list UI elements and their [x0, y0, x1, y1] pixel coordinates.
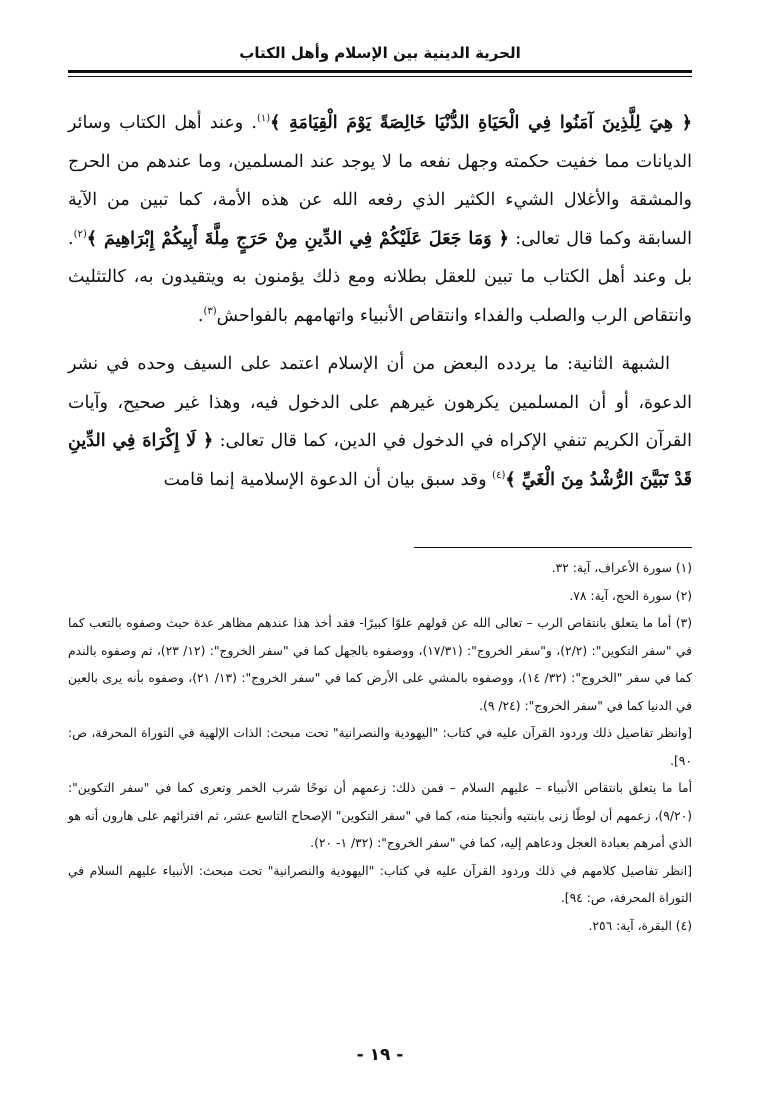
footnote-3: (٣) أما ما يتعلق بانتقاص الرب – تعالى الله عن قولهم علوًا كبيرًا- فقد أخذ هذا عندهم مظاهر عدة حيث وصفوه بالتعب كما في "سفر التكوين": (٢/٢)، و"سفر الخروج": (١٧/٣١)، ووصفوه بالجهل كما في "سفر الخروج": (١٢/ ٢٣)، ثم وصفوه بالندم كما في سفر "الخروج": (٣٢/ ١٤)، ووصفوه بالمشي على الأرض كما في "سفر الخروج": (١٣/ ٢١)، وصفوه بأنه يرى بالعين في الدنيا كما في "سفر الخروج": (٢٤/ ٩).	[68, 616, 692, 713]
footnote-3-reference: [وانظر تفاصيل ذلك وردود القرآن عليه في كتاب: "اليهودية والنصرانية" تحت مبحث: الذات الإلهية في التوراة المحرفة، ص: ٩٠].	[68, 726, 692, 768]
footnotes	[68, 555, 692, 940]
paragraph-text: . بل وعند أهل الكتاب ما تبين للعقل بطلانه ومع ذلك يؤمنون به ويتقيدون به، كالتثليث وانتقاص الرب والصلب والفداء وانتقاص الأنبياء واتهامهم بالفواحش	[68, 228, 692, 326]
paragraph-text: وقد سبق بيان أن الدعوة الإسلامية إنما قامت	[163, 469, 487, 490]
footnote-3-continued: أما ما يتعلق بانتقاص الأنبياء – عليهم السلام – فمن ذلك: زعمهم أن نوحًا شرب الخمر وتعرى كما في "سفر التكوين": (٩/٢٠)، زعمهم أن لوطًا زنى بابنتيه وأنجبتا منه، كما في "سفر التكوين" الإصحاح التاسع عشر، ثم افترائهم على هارون أنه هو الذي أمرهم بعبادة العجل ودعاهم إليه، كما في "سفر الخروج": (٣٢/ ١- ٢٠).	[68, 781, 692, 850]
footnote-3-reference-2: [انظر تفاصيل كلامهم في ذلك وردود القرآن عليه في كتاب: "اليهودية والنصرانية" تحت مبحث: الأنبياء عليهم السلام في التوراة المحرفة، ص: ٩٤].	[68, 863, 692, 905]
page-number: - ١٩ -	[356, 1045, 404, 1065]
running-header: الحرية الدينية بين الإسلام وأهل الكتاب	[239, 44, 521, 62]
paragraph-1	[68, 104, 692, 335]
footnote-ref-1[interactable]: (١)	[256, 113, 271, 125]
footnote-ref-4[interactable]: (٤)	[492, 469, 506, 481]
quran-verse: ﴿ وَمَا جَعَلَ عَلَيْكُمْ فِي الدِّينِ مِنْ حَرَجٍ مِلَّةَ أَبِيكُمْ إِبْرَاهِيمَ ﴾	[86, 228, 509, 249]
paragraph-text: الشبهة الثانية: ما يردده البعض من أن الإسلام اعتمد على السيف وحده في نشر الدعوة، أو أن المسلمين يكرهون غيرهم على الدخول فيه، وهذا غير صحيح، وآيات القرآن الكريم تنفي الإكراه في الدخول في الدين، كما قال تعالى:	[68, 354, 692, 451]
main-text	[68, 104, 692, 499]
paragraph-end: .	[197, 305, 204, 326]
footnote-ref-3[interactable]: (٣)	[203, 305, 217, 317]
footnote-4: (٤) البقرة، آية: ٢٥٦.	[588, 918, 692, 933]
footnote-2: (٢) سورة الحج، آية: ٧٨.	[569, 588, 692, 603]
footnote-ref-2[interactable]: (٢)	[73, 228, 87, 240]
footnote-1: (١) سورة الأعراف، آية: ٣٢.	[551, 561, 692, 575]
paragraph-text: . وعند أهل الكتاب وسائر الديانات مما خفيت حكمته وجهل نفعه ما لا يوجد عند المسلمين، وما عندهم من الحرج والمشقة والأغلال الشيء الكثير الذي رفعه الله عن هذه الأمة، كما تبين من الآية السابقة وكما قال تعالى:	[68, 113, 692, 249]
header-rule-thin	[68, 76, 692, 77]
header-rule-thick	[68, 70, 692, 73]
paragraph-2	[68, 345, 692, 499]
quran-verse: ﴿ لَا إِكْرَاهَ فِي الدِّينِ قَدْ تَبَيَّنَ الرُّشْدُ مِنَ الْغَيِّ ﴾	[68, 431, 692, 490]
footnote-separator	[414, 547, 692, 548]
quran-verse: ﴿ هِيَ لِلَّذِينَ آمَنُوا فِي الْحَيَاةِ الدُّنْيَا خَالِصَةً يَوْمَ الْقِيَامَةِ ﴾	[270, 113, 692, 133]
